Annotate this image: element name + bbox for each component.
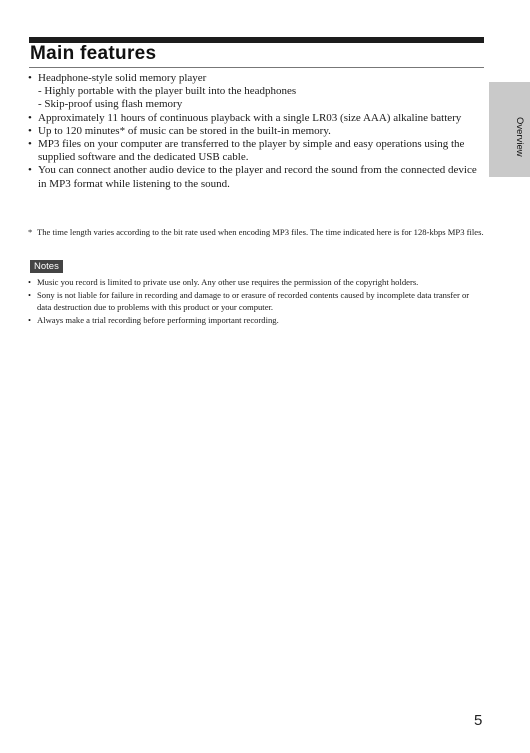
list-item xyxy=(28,112,480,125)
title-underline xyxy=(29,67,484,68)
note-item xyxy=(28,289,473,314)
bullet: • xyxy=(28,289,32,300)
feature-text: MP3 files on your computer are transferred to the player by simple and easy operations using the supplied software and the dedicated USB cable. xyxy=(38,138,465,164)
bullet: • xyxy=(28,314,32,325)
page-number: 5 xyxy=(474,712,483,729)
note-text: Sony is not liable for failure in recording and damage to or erasure of recorded contents caused by incomplete data transfer or data destruction due to problems with this product or your computer. xyxy=(37,289,470,312)
note-item xyxy=(28,314,473,327)
note-text: Music you record is limited to private use only. Any other use requires the permission of the copyright holders. xyxy=(37,277,419,287)
footnote xyxy=(28,226,486,239)
bullet: • xyxy=(28,164,32,177)
feature-text: Approximately 11 hours of continuous playback with a single LR03 (size AAA) alkaline battery xyxy=(38,111,462,124)
feature-subitem: - Highly portable with the player built into the headphones xyxy=(38,85,297,98)
bullet: • xyxy=(28,111,32,124)
note-item xyxy=(28,276,473,289)
bullet: • xyxy=(28,138,32,151)
page-title: Main features xyxy=(30,43,157,64)
features-list xyxy=(28,72,480,191)
feature-text: Headphone-style solid memory player xyxy=(38,72,207,84)
bullet: • xyxy=(28,277,32,287)
list-item xyxy=(28,125,480,138)
footnote-marker: * xyxy=(28,227,33,237)
notes-list xyxy=(28,276,473,326)
list-item xyxy=(28,164,480,190)
section-tab-label: Overview xyxy=(514,116,525,157)
notes-label: Notes xyxy=(30,260,63,273)
bullet: • xyxy=(28,124,32,137)
list-item xyxy=(28,138,480,164)
feature-text: You can connect another audio device to the player and record the sound from the connected device in MP3 format while listening to the sound. xyxy=(38,164,477,190)
feature-text: Up to 120 minutes* of music can be stored in the built-in memory. xyxy=(38,124,331,137)
note-text: Always make a trial recording before performing important recording. xyxy=(37,314,279,325)
list-item xyxy=(28,72,480,112)
feature-subitem: - Skip-proof using flash memory xyxy=(38,98,183,111)
footnote-text: The time length varies according to the bit rate used when encoding MP3 files. The time indicated here is for 128-kbps MP3 files. xyxy=(37,227,484,237)
bullet: • xyxy=(28,72,32,84)
